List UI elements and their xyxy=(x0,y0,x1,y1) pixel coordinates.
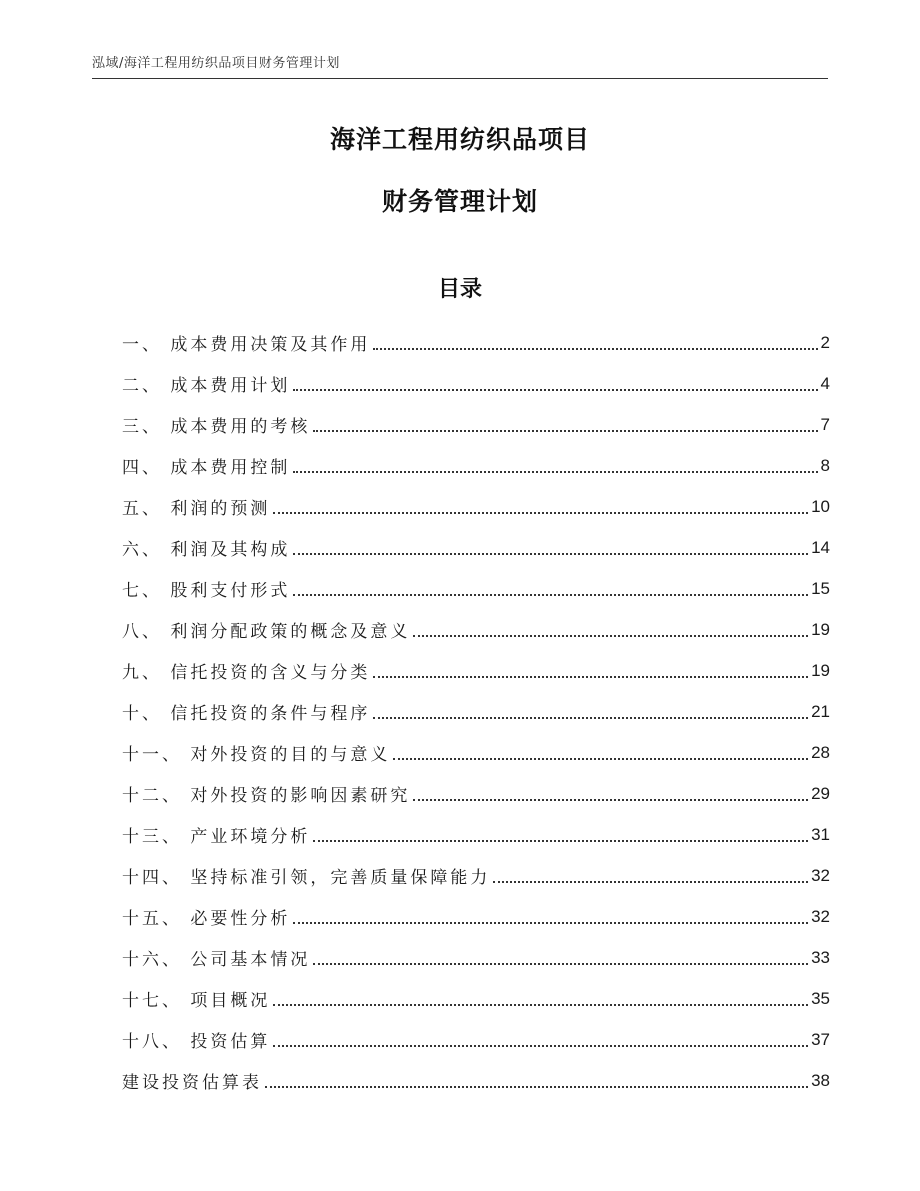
toc-entry-label: 十、 信托投资的条件与程序 xyxy=(122,704,371,724)
toc-entry-page: 4 xyxy=(820,373,830,393)
toc-leader-dots xyxy=(373,348,817,350)
toc-leader-dots xyxy=(413,799,808,801)
toc-entry-label: 一、 成本费用决策及其作用 xyxy=(122,335,371,355)
toc-entry[interactable] xyxy=(122,568,830,609)
toc-entry-page: 32 xyxy=(811,906,830,926)
toc-entry-page: 28 xyxy=(811,742,830,762)
toc-entry-page: 2 xyxy=(820,332,830,352)
toc-entry[interactable] xyxy=(122,814,830,855)
toc-entry-label: 十一、 对外投资的目的与意义 xyxy=(122,745,391,765)
toc-entry-page: 14 xyxy=(811,537,830,557)
toc-leader-dots xyxy=(313,840,808,842)
toc-leader-dots xyxy=(373,717,808,719)
toc-entry-page: 19 xyxy=(811,660,830,680)
toc-entry[interactable] xyxy=(122,650,830,691)
table-of-contents xyxy=(122,322,830,1101)
toc-entry-label: 十三、 产业环境分析 xyxy=(122,827,311,847)
document-title-line-1: 海洋工程用纺织品项目 xyxy=(329,125,590,154)
toc-leader-dots xyxy=(273,512,808,514)
toc-entry-page: 19 xyxy=(811,619,830,639)
running-header: 泓域/海洋工程用纺织品项目财务管理计划 xyxy=(92,56,340,71)
toc-entry-label: 八、 利润分配政策的概念及意义 xyxy=(122,622,411,642)
toc-leader-dots xyxy=(493,881,808,883)
header-rule xyxy=(92,78,828,79)
toc-entry-label: 六、 利润及其构成 xyxy=(122,540,291,560)
toc-leader-dots xyxy=(273,1004,808,1006)
toc-entry-page: 33 xyxy=(811,947,830,967)
toc-entry-label: 七、 股利支付形式 xyxy=(122,581,291,601)
toc-entry-page: 29 xyxy=(811,783,830,803)
toc-entry-page: 8 xyxy=(820,455,830,475)
toc-entry-label: 二、 成本费用计划 xyxy=(122,376,291,396)
toc-leader-dots xyxy=(265,1086,808,1088)
toc-entry-label: 五、 利润的预测 xyxy=(122,499,271,519)
toc-entry[interactable] xyxy=(122,732,830,773)
toc-entry[interactable] xyxy=(122,1019,830,1060)
toc-entry-page: 10 xyxy=(811,496,830,516)
toc-entry-page: 31 xyxy=(811,824,830,844)
toc-entry[interactable] xyxy=(122,404,830,445)
toc-entry-page: 21 xyxy=(811,701,830,721)
toc-leader-dots xyxy=(413,635,808,637)
toc-entry[interactable] xyxy=(122,896,830,937)
toc-entry[interactable] xyxy=(122,978,830,1019)
toc-entry-label: 四、 成本费用控制 xyxy=(122,458,291,478)
toc-leader-dots xyxy=(313,963,808,965)
toc-entry-page: 35 xyxy=(811,988,830,1008)
toc-entry-page: 37 xyxy=(811,1029,830,1049)
toc-entry[interactable] xyxy=(122,1060,830,1101)
toc-leader-dots xyxy=(293,922,808,924)
toc-entry[interactable] xyxy=(122,937,830,978)
toc-leader-dots xyxy=(293,594,808,596)
toc-leader-dots xyxy=(293,553,808,555)
toc-entry-page: 38 xyxy=(811,1070,830,1090)
toc-entry[interactable] xyxy=(122,773,830,814)
toc-leader-dots xyxy=(293,471,817,473)
toc-entry-label: 三、 成本费用的考核 xyxy=(122,417,311,437)
toc-entry[interactable] xyxy=(122,855,830,896)
toc-entry-label: 十二、 对外投资的影响因素研究 xyxy=(122,786,411,806)
toc-entry-label: 十六、 公司基本情况 xyxy=(122,950,311,970)
toc-leader-dots xyxy=(293,389,817,391)
toc-entry-label: 九、 信托投资的含义与分类 xyxy=(122,663,371,683)
toc-entry-page: 7 xyxy=(820,414,830,434)
toc-entry[interactable] xyxy=(122,486,830,527)
toc-leader-dots xyxy=(393,758,808,760)
toc-entry[interactable] xyxy=(122,363,830,404)
toc-entry-page: 32 xyxy=(811,865,830,885)
toc-entry-label: 十八、 投资估算 xyxy=(122,1032,271,1052)
toc-leader-dots xyxy=(373,676,808,678)
toc-entry-label: 十七、 项目概况 xyxy=(122,991,271,1011)
toc-entry-page: 15 xyxy=(811,578,830,598)
document-title-line-2: 财务管理计划 xyxy=(381,187,538,216)
toc-leader-dots xyxy=(313,430,817,432)
toc-entry[interactable] xyxy=(122,527,830,568)
toc-entry[interactable] xyxy=(122,609,830,650)
toc-leader-dots xyxy=(273,1045,808,1047)
toc-entry-label: 十四、 坚持标准引领，完善质量保障能力 xyxy=(122,868,491,888)
toc-entry[interactable] xyxy=(122,322,830,363)
toc-entry[interactable] xyxy=(122,445,830,486)
toc-heading: 目录 xyxy=(437,277,482,302)
toc-entry[interactable] xyxy=(122,691,830,732)
toc-entry-label: 十五、 必要性分析 xyxy=(122,909,291,929)
toc-entry-label: 建设投资估算表 xyxy=(122,1073,262,1093)
